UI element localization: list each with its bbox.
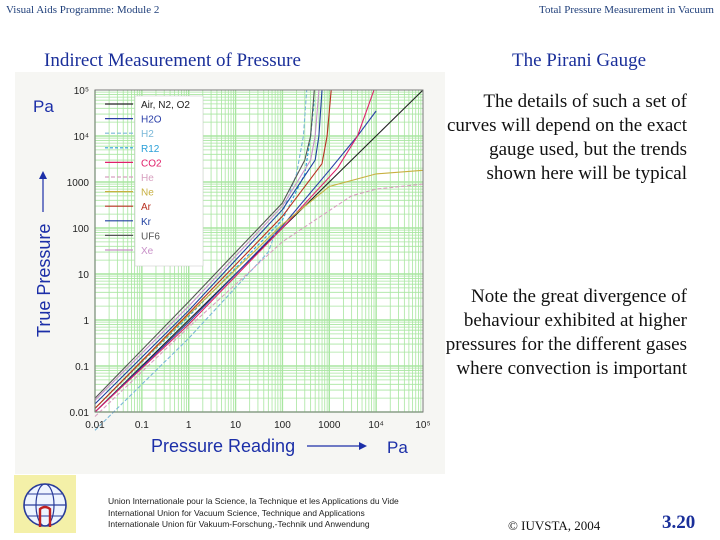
y-tick-labels (67, 86, 90, 419)
x-axis-unit: Pa (387, 438, 408, 457)
header-topic-label: Total Pressure Measurement in Vacuum (539, 4, 714, 16)
y-axis-label: True Pressure (34, 223, 54, 337)
footer-org-line-de: Internationale Union für Vakuum-Forschung,-Technik und Anwendung (108, 519, 370, 529)
legend-entry: Air, N2, O2 (141, 100, 190, 111)
legend-entry: H2O (141, 114, 162, 126)
legend-entry: Ar (141, 202, 151, 214)
y-tick-label: 0.01 (69, 408, 89, 419)
pirani-calibration-chart (15, 72, 445, 474)
y-axis-arrow-head (39, 171, 47, 179)
legend-entry: Xe (141, 246, 154, 257)
x-tick-label: 0.01 (85, 420, 105, 431)
slide-title-right: The Pirani Gauge (512, 50, 647, 71)
footer-organization (108, 496, 399, 531)
x-tick-label: 0.1 (134, 420, 149, 431)
y-tick-label: 100 (72, 224, 89, 235)
footer-org-line-en: International Union for Vacuum Science, Technique and Applications (108, 507, 365, 518)
y-tick-label: 10⁵ (73, 86, 89, 97)
y-axis-unit: Pa (33, 97, 54, 116)
x-tick-label: 1 (185, 420, 192, 431)
text-paragraph-divergence: Note the great divergence of behaviour exhibited at higher pressures for the different gases where convection is important (445, 286, 687, 379)
legend-entry: H2 (141, 129, 154, 141)
copyright-notice: © IUVSTA, 2004 (508, 518, 601, 533)
x-tick-label: 10 (230, 420, 242, 431)
y-tick-label: 1 (83, 316, 89, 327)
x-tick-labels (85, 420, 430, 431)
y-tick-label: 10⁴ (73, 132, 89, 143)
x-axis-label: Pressure Reading (151, 436, 296, 456)
x-tick-label: 10⁵ (415, 420, 431, 431)
chart-svg (15, 72, 445, 474)
x-tick-label: 10⁴ (368, 420, 384, 431)
slide-number: 3.20 (662, 512, 696, 533)
x-tick-label: 100 (274, 420, 291, 431)
x-tick-label: 1000 (318, 420, 341, 431)
y-tick-label: 0.1 (75, 362, 89, 373)
y-tick-label: 10 (77, 270, 89, 281)
iuvsta-globe-logo (14, 475, 76, 533)
legend-entry: Kr (141, 216, 151, 228)
legend-entry: He (141, 173, 154, 184)
x-axis-arrow-head (359, 442, 367, 450)
legend-entry: CO2 (141, 158, 162, 170)
legend-entry: R12 (141, 143, 160, 155)
text-paragraph-curves: The details of such a set of curves will depend on the exact gauge used, but the trends shown here will be typical (446, 91, 687, 184)
footer-org-line-fr: Union Internationale pour la Science, la Technique et les Applications du Vide (108, 496, 399, 506)
header-module-label: Visual Aids Programme: Module 2 (6, 4, 160, 16)
y-tick-label: 1000 (66, 178, 89, 189)
slide-title-left: Indirect Measurement of Pressure (44, 50, 301, 71)
legend-entry: UF6 (141, 231, 160, 243)
legend-entry: Ne (141, 187, 154, 199)
